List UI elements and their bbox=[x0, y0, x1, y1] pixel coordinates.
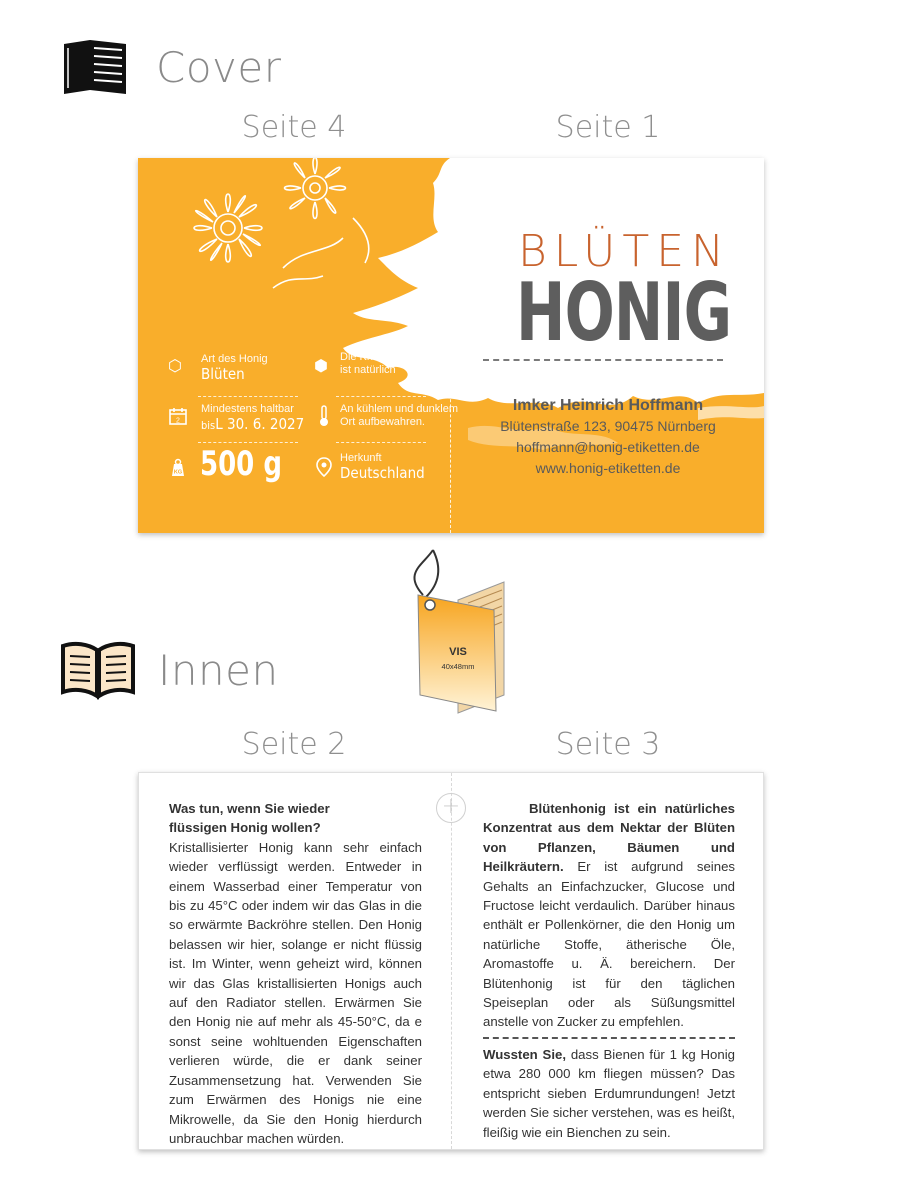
info-label: Die Kristallisation ist natürlich bbox=[340, 351, 425, 376]
fact-lead: Wussten Sie, bbox=[483, 1046, 566, 1062]
page-label-seite-3: Seite 3 bbox=[555, 727, 661, 762]
info-label: An kühlem und dunklem Ort aufbewahren. bbox=[340, 403, 459, 428]
book-closed-icon bbox=[60, 38, 130, 96]
tag-size: 40x48mm bbox=[441, 662, 475, 671]
divider bbox=[336, 396, 426, 397]
cover-section-header bbox=[60, 38, 282, 96]
calendar-icon bbox=[168, 406, 188, 426]
weight-icon bbox=[168, 458, 188, 478]
divider bbox=[198, 396, 298, 397]
divider bbox=[198, 442, 298, 443]
info-value: L 30. 6. 2027 bbox=[215, 415, 305, 433]
info-storage bbox=[340, 403, 460, 429]
beekeeper-email: hoffmann@honig-etiketten.de bbox=[516, 439, 700, 455]
page-label-seite-1: Seite 1 bbox=[555, 110, 661, 145]
book-open-icon bbox=[60, 640, 136, 700]
inner-divider bbox=[483, 1037, 735, 1039]
fold-line bbox=[450, 158, 451, 533]
inner-card bbox=[138, 772, 764, 1150]
brand-divider bbox=[483, 359, 723, 361]
fold-center-mark: + bbox=[436, 793, 466, 823]
svg-text:2: 2 bbox=[176, 417, 180, 425]
inner-title: Innen bbox=[158, 645, 279, 695]
inner-section-header bbox=[60, 640, 279, 700]
cover-card bbox=[138, 158, 764, 533]
info-best-before bbox=[201, 403, 304, 434]
fold-line bbox=[451, 773, 452, 1149]
hang-tag-illustration bbox=[398, 545, 518, 720]
brand-title-top: BLÜTEN bbox=[518, 226, 731, 277]
tag-label: VIS bbox=[449, 646, 467, 658]
info-label: Art des Honig bbox=[201, 353, 268, 365]
weight-value: 500 g bbox=[200, 444, 282, 484]
info-honey-type bbox=[201, 353, 268, 383]
inner-left-heading: Was tun, wenn Sie wieder flüssigen Honig wollen? bbox=[169, 801, 330, 836]
info-weight bbox=[200, 444, 296, 484]
fact-body: dass Bienen für 1 kg Honig etwa 280 000 km fliegen müssen? Das entspricht sieben Erdumrundungen! Jetzt werden Sie sicher verstehen, was es heißt, fleißig wie ein Bienchen zu sein. bbox=[483, 1046, 735, 1140]
beekeeper-name: Imker Heinrich Hoffmann bbox=[512, 397, 704, 414]
cover-title: Cover bbox=[156, 42, 282, 92]
inner-left-body: Kristallisierter Honig kann sehr einfach wieder verflüssigt werden. Entweder in einem Wasserbad einer Temperatur von bis zu 45°C oder indem wir das Glas in die so erwärmte Backröhre stellen. Den Honig belassen wir hier, solange er nicht flüssig ist. Im Winter, wenn geheizt wird, können wir das Glas kristallisierten Honigs auch auf den Radiator stellen. Erwärmen Sie den Honig nie auf mehr als 45-50°C, da e sonst seine wohltuenden Eigenschaften verlieren würde, die er dank seiner Zusammensetzung hat. Verwenden Sie zum Erwärmen des Honigs nie eine Mikrowelle, da Sie den Honig hierdurch unbrauchbar machen würden. bbox=[169, 839, 422, 1146]
inner-right-body: Er ist aufgrund seines Gehalts an Einfachzucker, Glucose und Fructose leicht verdaulich. Darüber hinaus enthält er Pollenkörner, die den Honig um natürliche Stoffe, ätherische Öle, Aromastoffe u. Ä. bereichern. Der Blütenhonig ist für den täglichen Speiseplan oder als Süßungsmittel anstelle von Zucker zu empfehlen. bbox=[483, 859, 735, 1030]
beekeeper-website: www.honig-etiketten.de bbox=[535, 460, 681, 476]
info-label: Herkunft bbox=[340, 452, 382, 464]
location-pin-icon bbox=[316, 457, 332, 477]
info-label: Mindestens haltbar bbox=[201, 403, 294, 415]
crystal-icon: ⬢ bbox=[314, 358, 328, 375]
svg-text:KG: KG bbox=[173, 469, 183, 476]
inner-right-intro: Blütenhonig ist ein natürliches Konzentrat aus dem Nektar der Blüten von Pflanzen, Bäumen und Heilkräutern. bbox=[483, 801, 735, 875]
info-origin bbox=[340, 452, 425, 482]
flower-illustration bbox=[153, 158, 383, 308]
beekeeper-address: Blütenstraße 123, 90475 Nürnberg bbox=[500, 418, 716, 434]
divider bbox=[336, 442, 426, 443]
page-label-seite-4: Seite 4 bbox=[241, 110, 347, 145]
fold-center-mark: + bbox=[435, 184, 465, 214]
inner-left-column bbox=[169, 799, 422, 1148]
info-value: Blüten bbox=[201, 365, 245, 383]
info-crystallization bbox=[340, 351, 450, 377]
info-value: Deutschland bbox=[340, 464, 425, 482]
page-label-seite-2: Seite 2 bbox=[241, 727, 347, 762]
thermometer-icon bbox=[318, 405, 330, 427]
brand-title-main: HONIG bbox=[516, 266, 732, 359]
hexagon-icon: ⬡ bbox=[168, 358, 182, 375]
info-value-prefix: bis bbox=[201, 419, 216, 432]
inner-right-column bbox=[483, 799, 735, 1142]
beekeeper-contact bbox=[478, 396, 738, 479]
